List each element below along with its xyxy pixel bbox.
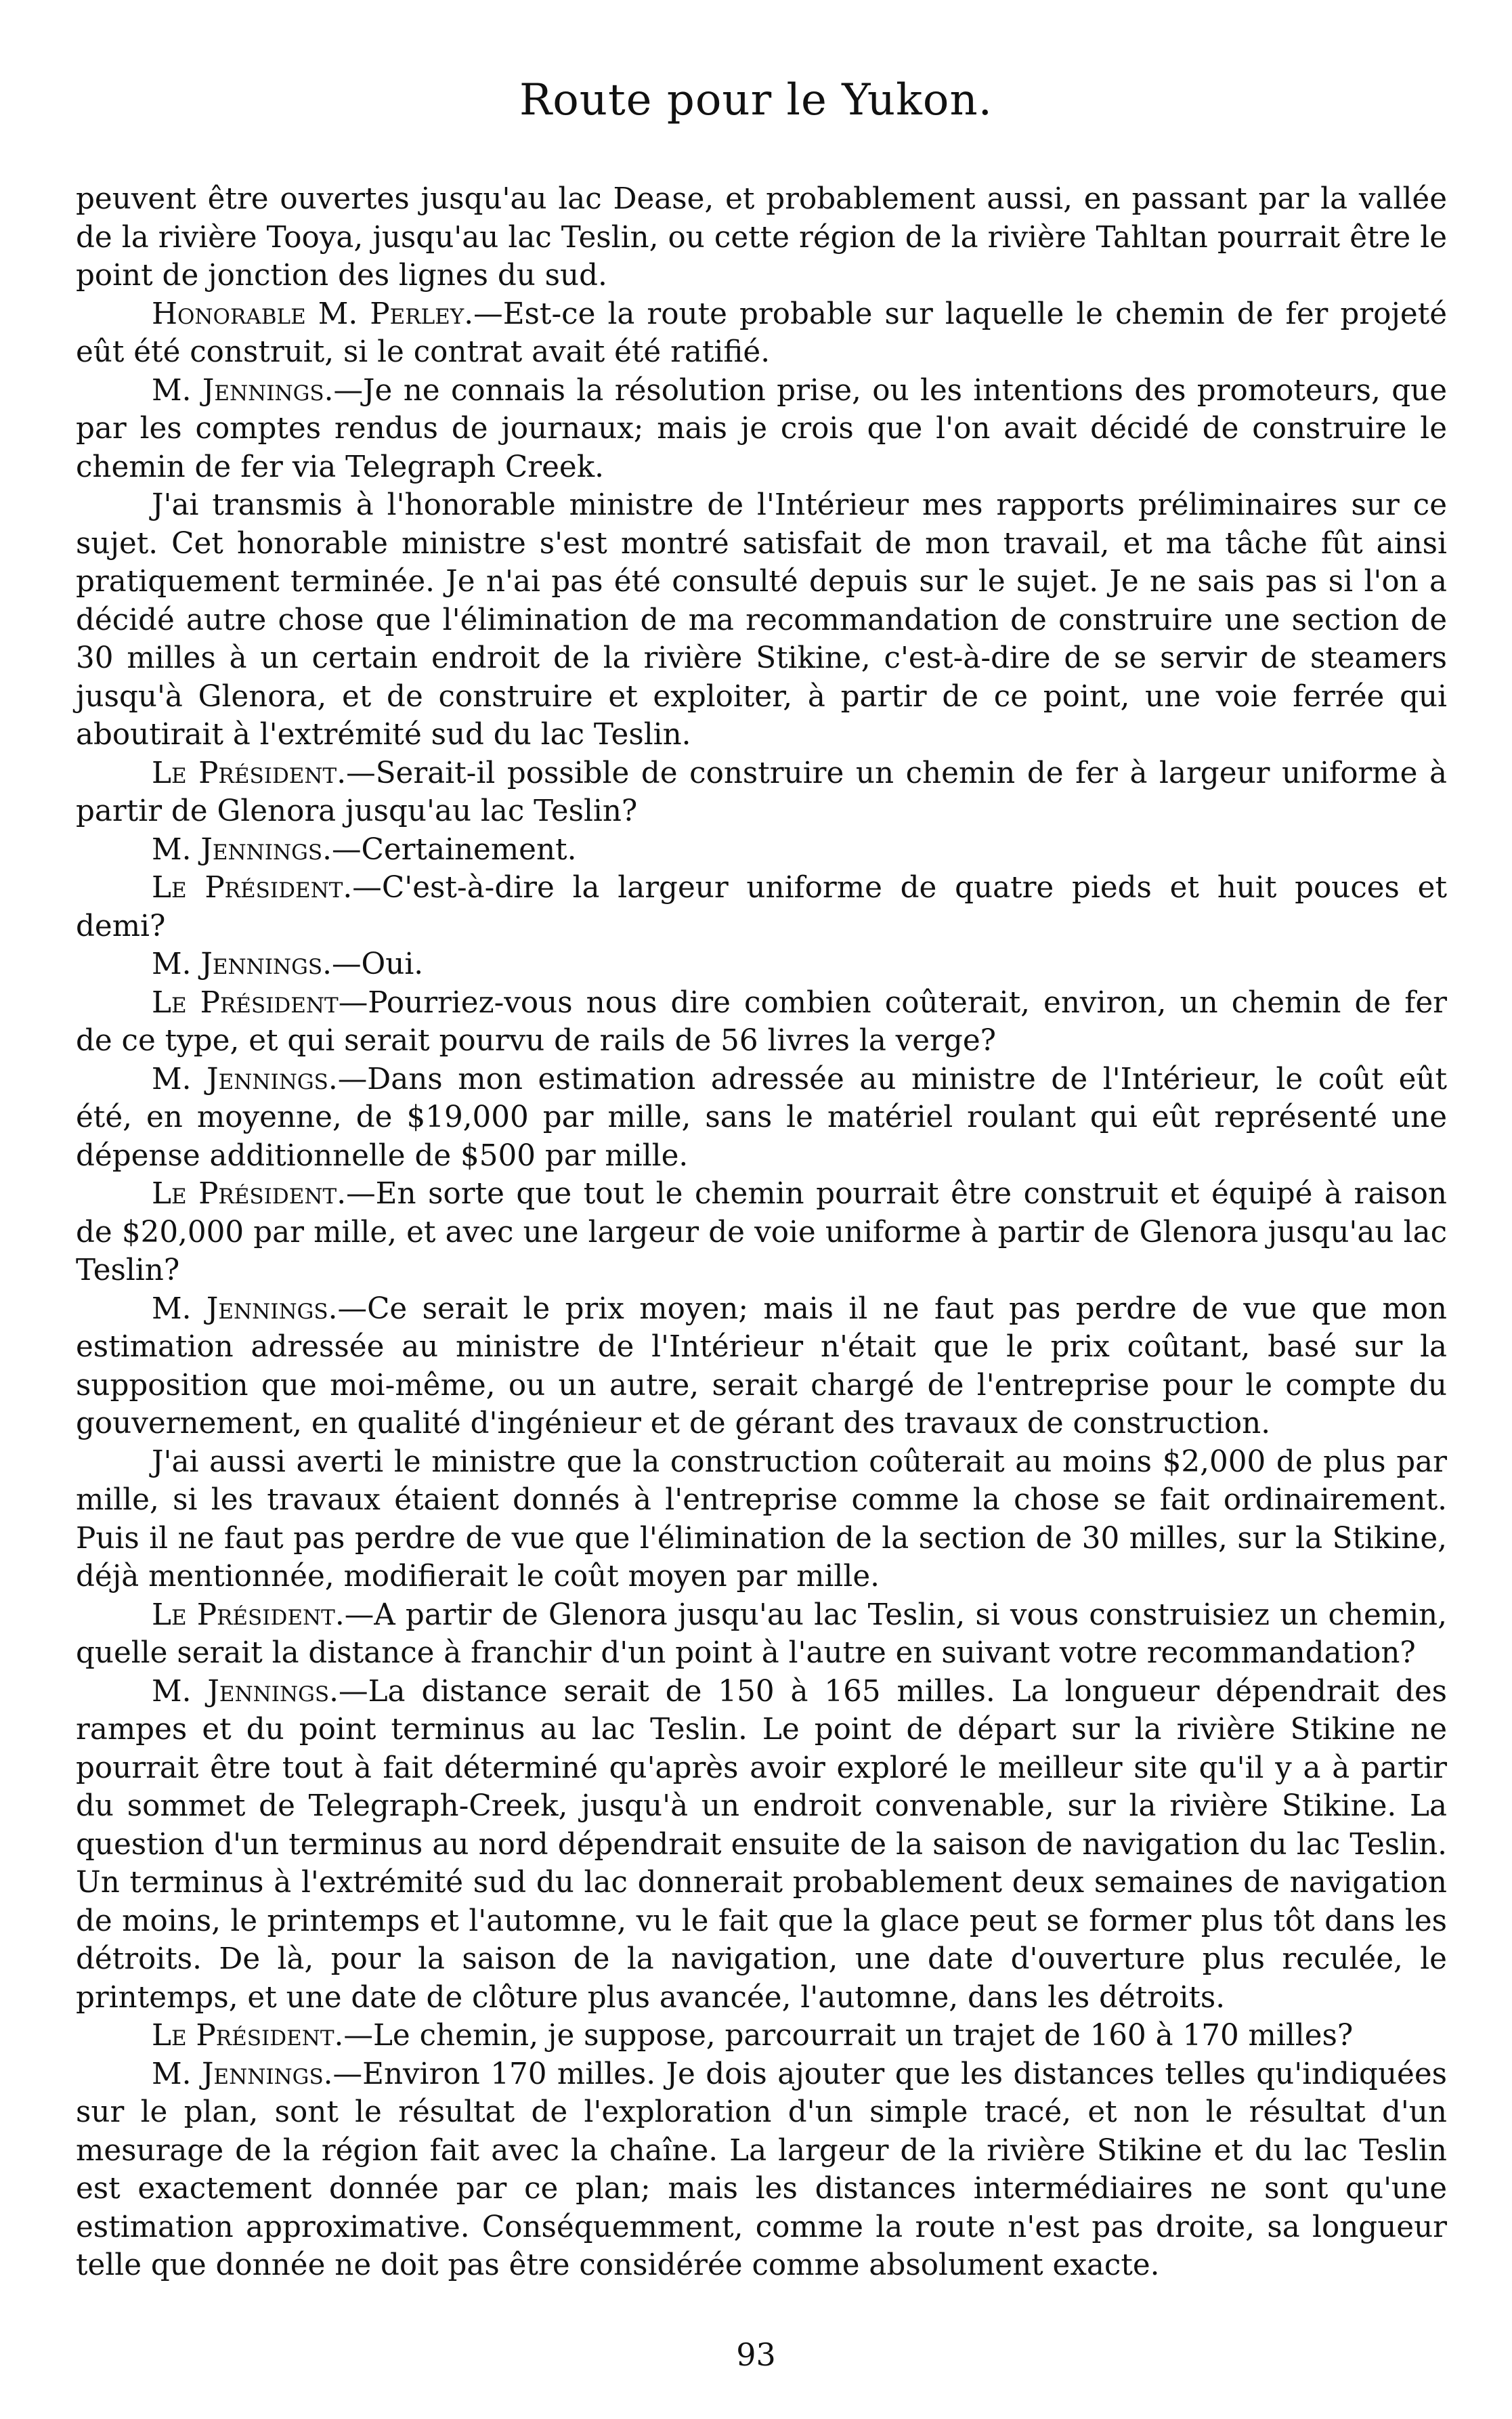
speaker-name: Le Président. <box>152 1598 345 1632</box>
speaker-name: M. Jennings. <box>152 832 332 867</box>
speaker-name: M. Jennings. <box>152 373 334 408</box>
paragraph <box>76 869 1447 945</box>
paragraph <box>76 1443 1447 1596</box>
paragraph <box>76 295 1447 372</box>
paragraph-text: —En sorte que tout le chemin pourrait être construit et équipé à raison de $20,000 par mille, et avec une largeur de voie uniforme à partir de Glenora jusqu'au lac Teslin? <box>76 1177 1447 1287</box>
page-number: 93 <box>736 2336 776 2373</box>
paragraph <box>76 2017 1447 2055</box>
paragraph-text: —Environ 170 milles. Je dois ajouter que les distances telles qu'indiquées sur le plan, sont le résultat de l'exploration d'un simple tracé, et non le résultat d'un mesurage de la région fait avec la chaîne. La largeur de la rivière Stikine et du lac Teslin est exactement donnée par ce plan; mais les distances intermédiaires ne sont qu'une estimation approximative. Conséquemment, comme la route n'est pas droite, sa longueur telle que donnée ne doit pas être considérée comme absolument exacte. <box>76 2057 1447 2282</box>
paragraph-text: —Serait-il possible de construire un chemin de fer à largeur uniforme à partir de Glenora jusqu'au lac Teslin? <box>76 756 1447 828</box>
speaker-name: Le Président <box>152 985 339 1020</box>
paragraph-text: —C'est-à-dire la largeur uniforme de quatre pieds et huit pouces et demi? <box>76 871 1447 943</box>
paragraph-text: —Est-ce la route probable sur laquelle le chemin de fer projeté eût été construit, si le contrat avait été ratifié. <box>76 297 1448 369</box>
paragraph <box>76 945 1447 984</box>
speaker-name: Honorable M. Perley. <box>152 297 474 331</box>
paragraph-text: —A partir de Glenora jusqu'au lac Teslin, si vous construisiez un chemin, quelle serait la distance à franchir d'un point à l'autre en suivant votre recommandation? <box>76 1598 1447 1670</box>
paragraph-text: —Je ne connais la résolution prise, ou les intentions des promoteurs, que par les comptes rendus de journaux; mais je crois que l'on avait décidé de construire le chemin de fer via Telegraph Creek. <box>76 373 1447 484</box>
speaker-name: M. Jennings. <box>152 1062 338 1096</box>
paragraph-text: —Oui. <box>331 947 424 981</box>
paragraph-text: —La distance serait de 150 à 165 milles. La longueur dépendrait des rampes et du point terminus au lac Teslin. Le point de départ sur la rivière Stikine ne pourrait être tout à fait déterminé qu'après avoir exploré le meilleur site qu'il y a à partir du sommet de Telegraph-Creek, jusqu'à un endroit convenable, sur la rivière Stikine. La question d'un terminus au nord dépendrait ensuite de la saison de navigation du lac Teslin. Un terminus à l'extrémité sud du lac donnerait probablement deux semaines de navigation de moins, le printemps et l'automne, vu le fait que la glace peut se former plus tôt dans les détroits. De là, pour la saison de la navigation, une date d'ouverture plus reculée, le printemps, et une date de clôture plus avancée, l'automne, dans les détroits. <box>76 1674 1448 2015</box>
paragraph <box>76 1175 1447 1290</box>
paragraph-text: peuvent être ouvertes jusqu'au lac Dease, et probablement aussi, en passant par la vallée de la rivière Tooya, jusqu'au lac Teslin, ou cette région de la rivière Tahltan pourrait être le point de jonction des lignes du sud. <box>76 182 1447 293</box>
paragraph <box>76 754 1447 831</box>
paragraph <box>76 1673 1447 2017</box>
paragraph <box>76 831 1447 870</box>
paragraph <box>76 1061 1447 1176</box>
paragraph-text: —Dans mon estimation adressée au ministre de l'Intérieur, le coût eût été, en moyenne, de $19,000 par mille, sans le matériel roulant qui eût représenté une dépense additionnelle de $500 par mille. <box>76 1062 1448 1173</box>
paragraph-text: —Le chemin, je suppose, parcourrait un trajet de 160 à 170 milles? <box>343 2019 1354 2053</box>
speaker-name: Le Président. <box>152 2019 344 2053</box>
body-text <box>76 180 1447 2285</box>
paragraph-text: —Pourriez-vous nous dire combien coûterait, environ, un chemin de fer de ce type, et qui serait pourvu de rails de 56 livres la verge? <box>76 985 1447 1058</box>
running-head: Route pour le Yukon. <box>519 75 993 125</box>
paragraph <box>76 1596 1447 1673</box>
paragraph-text: —Certainement. <box>331 832 577 867</box>
paragraph <box>76 372 1447 487</box>
speaker-name: Le Président. <box>152 871 353 905</box>
paragraph <box>76 180 1447 295</box>
paragraph <box>76 1290 1447 1443</box>
paragraph <box>76 486 1447 754</box>
speaker-name: M. Jennings. <box>152 947 332 981</box>
speaker-name: Le Président. <box>152 1177 347 1211</box>
speaker-name: M. Jennings. <box>152 2057 333 2091</box>
speaker-name: Le Président. <box>152 756 347 790</box>
paragraph-text: —Ce serait le prix moyen; mais il ne faut pas perdre de vue que mon estimation adressée au ministre de l'Intérieur n'était que le prix coûtant, basé sur la supposition que moi-même, ou un autre, serait chargé de l'entreprise pour le compte du gouvernement, en qualité d'ingénieur et de gérant des travaux de construction. <box>76 1291 1447 1440</box>
speaker-name: M. Jennings. <box>152 1291 338 1326</box>
speaker-name: M. Jennings. <box>152 1674 339 1709</box>
paragraph <box>76 2055 1447 2285</box>
paragraph-text: J'ai transmis à l'honorable ministre de l'Intérieur mes rapports préliminaires sur ce sujet. Cet honorable ministre s'est montré satisfait de mon travail, et ma tâche fût ainsi pratiquement terminée. Je n'ai pas été consulté depuis sur le sujet. Je ne sais pas si l'on a décidé autre chose que l'élimination de ma recommandation de construire une section de 30 milles à un certain endroit de la rivière Stikine, c'est-à-dire de se servir de steamers jusqu'à Glenora, et de construire et exploiter, à partir de ce point, une voie ferrée qui aboutirait à l'extrémité sud du lac Teslin. <box>76 488 1447 752</box>
paragraph-text: J'ai aussi averti le ministre que la construction coûterait au moins $2,000 de plus par mille, si les travaux étaient donnés à l'entreprise comme la chose se fait ordinairement. Puis il ne faut pas perdre de vue que l'élimination de la section de 30 milles, sur la Stikine, déjà mentionnée, modifierait le coût moyen par mille. <box>76 1444 1447 1593</box>
paragraph <box>76 984 1447 1061</box>
